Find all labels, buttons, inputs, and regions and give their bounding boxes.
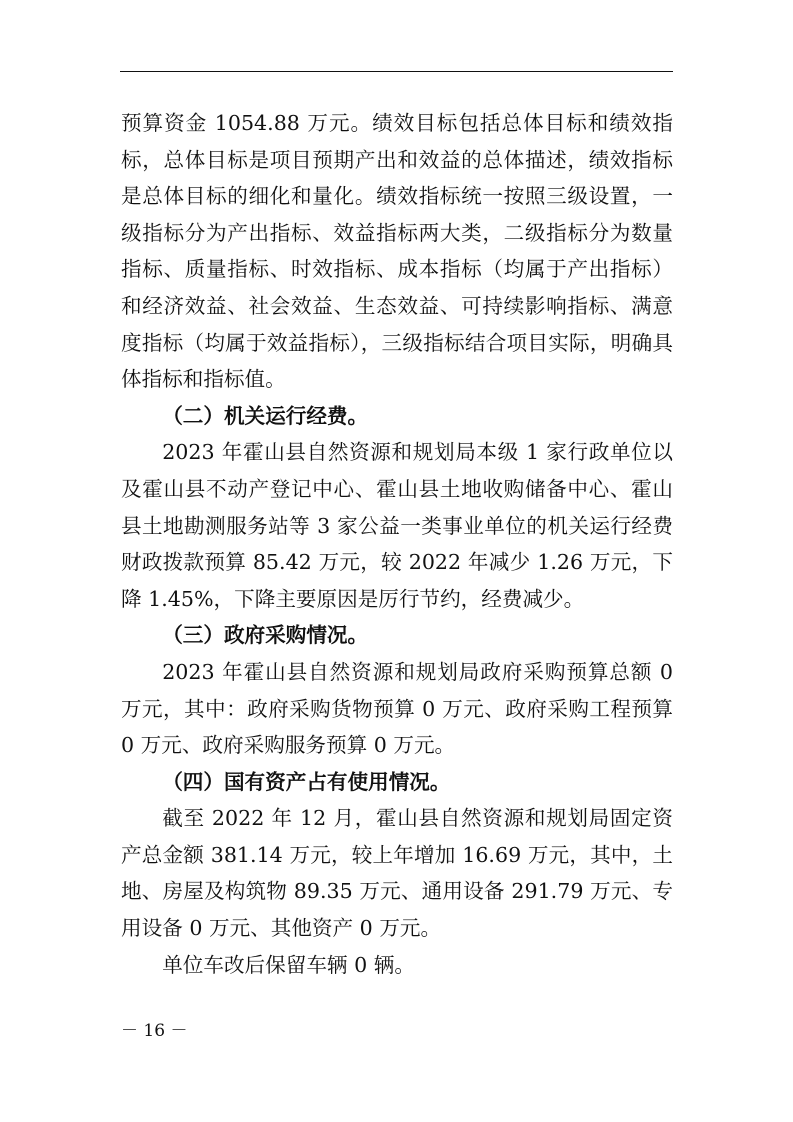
paragraph-vehicles: 单位车改后保留车辆 0 辆。 — [162, 952, 415, 977]
header-rule — [120, 71, 673, 72]
section-heading-state-assets: （四）国有资产占有使用情况。 — [162, 769, 451, 794]
paragraph-procurement: 2023 年霍山县自然资源和规划局政府采购预算总额 0 万元，其中：政府采购货物预算 0 万元、政府采购工程预算 0 万元、政府采购服务预算 0 万元。 — [121, 659, 673, 758]
body-text — [121, 105, 673, 983]
page-number: － 16 － — [121, 1021, 188, 1041]
section-heading-procurement: （三）政府采购情况。 — [162, 623, 369, 648]
paragraph-state-assets: 截至 2022 年 12 月，霍山县自然资源和规划局固定资产总金额 381.14 万元，较上年增加 16.69 万元，其中，土地、房屋及构筑物 89.35 万元、通用设备 291.79 万元、专用设备 0 万元、其他资产 0 万元。 — [121, 806, 673, 941]
section-heading-operating-expenses: （二）机关运行经费。 — [162, 403, 369, 428]
paragraph-operating-expenses: 2023 年霍山县自然资源和规划局本级 1 家行政单位以及霍山县不动产登记中心、霍山县土地收购储备中心、霍山县土地勘测服务站等 3 家公益一类事业单位的机关运行经费财政拨款预算 85.42 万元，较 2022 年减少 1.26 万元，下降 1.45%，下降主要原因是厉行节约，经费减少。 — [121, 440, 673, 611]
paragraph-continued: 预算资金 1054.88 万元。绩效目标包括总体目标和绩效指标，总体目标是项目预期产出和效益的总体描述，绩效指标是总体目标的细化和量化。绩效指标统一按照三级设置，一级指标分为产出指标、效益指标两大类，二级指标分为数量指标、质量指标、时效指标、成本指标（均属于产出指标）和经济效益、社会效益、生态效益、可持续影响指标、满意度指标（均属于效益指标），三级指标结合项目实际，明确具体指标和指标值。 — [121, 111, 673, 392]
